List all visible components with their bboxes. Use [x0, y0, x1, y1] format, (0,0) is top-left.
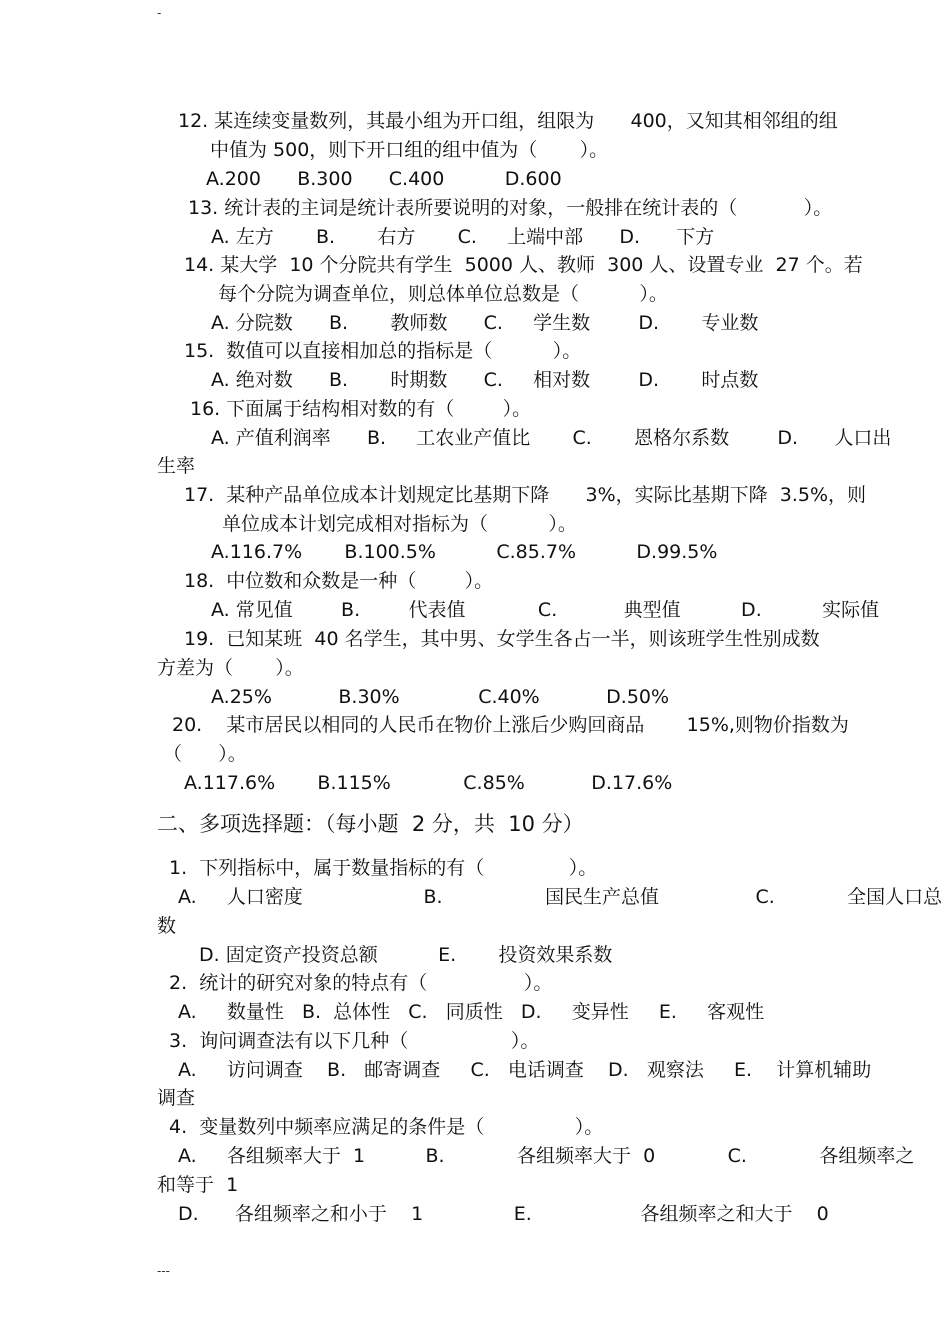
- m4-options: A. 各组频率大于 1 B. 各组频率大于 0 C. 各组频率之: [178, 1145, 915, 1167]
- q20-options: A.117.6% B.115% C.85% D.17.6%: [184, 772, 673, 794]
- section2-title: 二、多项选择题：（每小题 2 分，共 10 分）: [157, 812, 584, 836]
- q14-line1: 14. 某大学 10 个分院共有学生 5000 人、教师 300 人、设置专业 27 个。若: [184, 254, 863, 276]
- q16-options: A. 产值利润率 B. 工农业产值比 C. 恩格尔系数 D. 人口出: [211, 427, 892, 449]
- m1-question: 1. 下列指标中，属于数量指标的有（ ）。: [169, 857, 598, 879]
- m4-options-2: D. 各组频率之和小于 1 E. 各组频率之和大于 0: [178, 1203, 829, 1225]
- m3-question: 3. 询问调查法有以下几种（ ）。: [169, 1030, 540, 1052]
- q15-options: A. 绝对数 B. 时期数 C. 相对数 D. 时点数: [211, 369, 759, 391]
- q17-line1: 17. 某种产品单位成本计划规定比基期下降 3%，实际比基期下降 3.5%，则: [184, 484, 867, 506]
- q16-options-wrap: 生率: [157, 455, 196, 477]
- m3-options-wrap: 调查: [157, 1087, 196, 1109]
- q15-question: 15. 数值可以直接相加总的指标是（ ）。: [184, 340, 582, 362]
- m1-options-2: D. 固定资产投资总额 E. 投资效果系数: [199, 944, 613, 966]
- q18-options: A. 常见值 B. 代表值 C. 典型值 D. 实际值: [211, 599, 880, 621]
- q12-options: A.200 B.300 C.400 D.600: [206, 168, 562, 190]
- q12-line1: 12. 某连续变量数列，其最小组为开口组，组限为 400，又知其相邻组的组: [178, 110, 838, 132]
- q19-line1: 19. 已知某班 40 名学生，其中男、女学生各占一半，则该班学生性别成数: [184, 628, 820, 650]
- q18-question: 18. 中位数和众数是一种（ ）。: [184, 570, 494, 592]
- m2-question: 2. 统计的研究对象的特点有（ ）。: [169, 972, 553, 994]
- q20-line2: （ ）。: [163, 743, 247, 765]
- m4-options-wrap: 和等于 1: [157, 1174, 239, 1196]
- q16-question: 16. 下面属于结构相对数的有（ ）。: [190, 398, 532, 420]
- m4-question: 4. 变量数列中频率应满足的条件是（ ）。: [169, 1116, 604, 1138]
- q13-question: 13. 统计表的主词是统计表所要说明的对象，一般排在统计表的（ ）。: [188, 197, 833, 219]
- q19-options: A.25% B.30% C.40% D.50%: [211, 686, 670, 708]
- q12-line2: 中值为 500，则下开口组的组中值为（ ）。: [210, 139, 609, 161]
- m1-options: A. 人口密度 B. 国民生产总值 C. 全国人口总: [178, 886, 943, 908]
- q14-options: A. 分院数 B. 教师数 C. 学生数 D. 专业数: [211, 312, 759, 334]
- header-mark: -: [157, 6, 162, 20]
- q13-options: A. 左方 B. 右方 C. 上端中部 D. 下方: [211, 226, 715, 248]
- footer-mark: ---: [157, 1264, 170, 1278]
- q20-line1: 20. 某市居民以相同的人民币在物价上涨后少购回商品 15%,则物价指数为: [172, 714, 849, 736]
- m1-options-wrap: 数: [157, 915, 177, 937]
- q14-line2: 每个分院为调查单位，则总体单位总数是（ ）。: [218, 283, 668, 305]
- q17-options: A.116.7% B.100.5% C.85.7% D.99.5%: [211, 541, 718, 563]
- m2-options: A. 数量性 B. 总体性 C. 同质性 D. 变异性 E. 客观性: [178, 1001, 765, 1023]
- m3-options: A. 访问调查 B. 邮寄调查 C. 电话调查 D. 观察法 E. 计算机辅助: [178, 1059, 872, 1081]
- q19-line2: 方差为（ ）。: [157, 657, 304, 679]
- q17-line2: 单位成本计划完成相对指标为（ ）。: [222, 513, 577, 535]
